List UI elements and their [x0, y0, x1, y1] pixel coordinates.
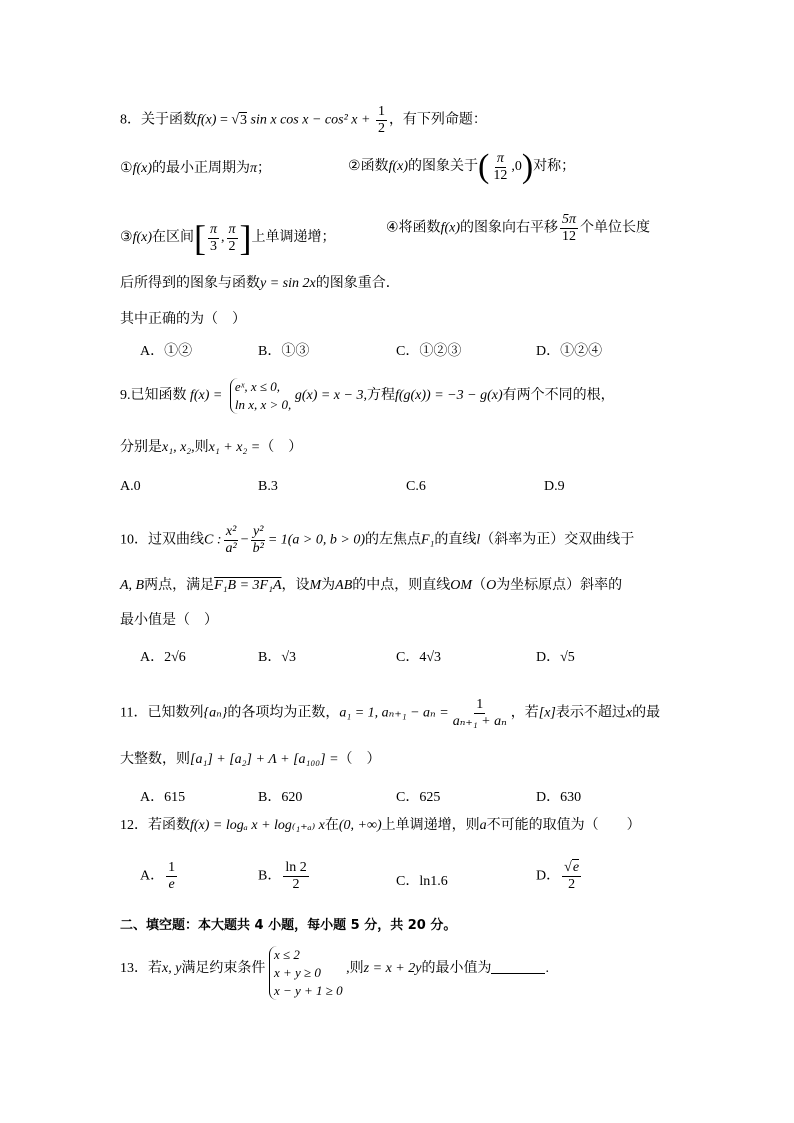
- q9-line1: [120, 378, 690, 414]
- q11-an: {aₙ}: [203, 705, 228, 721]
- q8-func: f(x): [197, 112, 217, 128]
- q12-f: f(x) = logₐ x + log₍₁₊ₐ₎ x: [190, 818, 325, 833]
- prop2-comma: ,0: [511, 159, 522, 175]
- prop1-func: f(x): [132, 161, 152, 176]
- q10-line1: [120, 524, 690, 557]
- q8-option-b[interactable]: B．①③: [258, 344, 310, 359]
- q8-cont: [120, 274, 690, 294]
- q12-mid: 在: [324, 818, 339, 833]
- q11-frac: $\frac{1}{\text{aₙ₊₁ + aₙ}}$: [452, 697, 507, 729]
- q12-line1: [120, 816, 690, 836]
- q10-frac-x: $\frac{\text{x²}}{\text{a²}}$: [225, 524, 237, 556]
- q13-c2: x + y ≥ 0: [273, 965, 321, 980]
- q10-AB: AB: [335, 578, 353, 593]
- q10-option-c[interactable]: C．4√3: [396, 650, 442, 665]
- q13-c3: x − y + 1 ≥ 0: [273, 983, 343, 998]
- q10-option-b[interactable]: B．√3: [258, 650, 297, 665]
- q8-eq: =: [219, 112, 228, 128]
- q12-lead: 12．若函数: [120, 818, 190, 833]
- q10-l2a: 两点，满足: [144, 578, 215, 593]
- prop1-end: ；: [257, 161, 272, 176]
- q10-options: [140, 648, 680, 668]
- q9-l2d: x₁ + x₂ =: [208, 440, 261, 455]
- q11-option-b[interactable]: B．620: [258, 790, 303, 805]
- q11-option-d[interactable]: D．630: [536, 790, 582, 805]
- q10-tail: （斜率为正）交双曲线于: [480, 532, 635, 548]
- q13-constraints: [269, 946, 343, 1000]
- q11-tail: 表示不超过: [555, 705, 626, 721]
- q8-sqrt3: 3: [240, 112, 248, 128]
- q11-option-a[interactable]: A．615: [140, 790, 186, 805]
- prop2-text: 函数: [360, 159, 389, 175]
- section-heading: 二、填空题：本大题共 4 小题，每小题 5 分，共 20 分。: [120, 918, 457, 933]
- q8-cont-func: y = sin 2x: [260, 276, 316, 291]
- q9-lead: 9.已知函数: [120, 388, 187, 404]
- q11-mid: 的各项均为正数，: [227, 705, 340, 721]
- q10-frac-y: $\frac{\text{y²}}{\text{b²}}$: [252, 524, 264, 556]
- q9-piecewise: [230, 378, 291, 414]
- q9-option-d[interactable]: D.9: [544, 479, 565, 494]
- q12-d-label: D．: [536, 868, 561, 884]
- q13-c1: x ≤ 2: [273, 947, 300, 962]
- q11-options: [140, 788, 680, 808]
- q8-question: 其中正确的为（ ）: [120, 312, 246, 327]
- q8-props-1-2: [120, 148, 690, 185]
- q12-options: [140, 860, 680, 904]
- prop2: ②函数f(x)的图象关于( $\frac{\pi}{12}$ ,0)对称；: [348, 148, 576, 185]
- prop1-text: 的最小正周期为: [152, 161, 250, 176]
- q10-vector-eq: F₁B = 3F₁A: [214, 578, 282, 593]
- q8-cont-end: 的图象重合．: [315, 276, 400, 291]
- q10-option-d[interactable]: D．√5: [536, 650, 575, 665]
- q13-answer-blank[interactable]: [491, 959, 545, 974]
- prop2-text2: 的图象关于: [408, 159, 478, 175]
- q11-line2: [120, 750, 690, 770]
- prop2-marker: ②: [348, 158, 361, 175]
- q10-mid: 的左焦点: [364, 532, 421, 548]
- prop4-frac: $\frac{5\pi}{12}$: [562, 212, 577, 244]
- q9-fang: 方程: [366, 388, 395, 404]
- q11-l2b: （ ）: [338, 752, 381, 767]
- prop4-marker: ④: [386, 219, 399, 236]
- q10-cond: = 1(a > 0, b > 0): [267, 532, 365, 548]
- q11-option-c[interactable]: C．625: [396, 790, 441, 805]
- q12-option-c[interactable]: C．ln1.6: [396, 874, 448, 889]
- q8-tail: ，有下列命题：: [388, 112, 487, 128]
- q9-l2b: x₁, x₂,: [162, 440, 195, 455]
- q11-l2a: 大整数，则: [120, 752, 190, 767]
- q10-l2f: 为坐标原点）斜率的: [496, 578, 623, 593]
- prop3-end: 上单调递增；: [251, 230, 336, 246]
- prop3-frac1: $\frac{\pi}{3}$: [210, 221, 218, 254]
- q12-a-frac: $\frac{1}{e}$: [168, 860, 176, 892]
- q10-line2: [120, 576, 690, 596]
- q11-line1: [120, 697, 690, 730]
- q10-mid2: 的直线: [434, 532, 477, 548]
- prop1-marker: ①: [120, 160, 133, 176]
- q11-rel: a₁ = 1, aₙ₊₁ − aₙ =: [339, 705, 449, 721]
- prop3-func: f(x): [132, 230, 152, 246]
- q13-mid2: ,则: [346, 961, 364, 977]
- q10-option-a[interactable]: A．2√6: [140, 650, 186, 665]
- q9-l2c: 则: [194, 440, 209, 455]
- q9-f: f(x) =: [190, 388, 223, 404]
- q10-lead: 10．过双曲线: [120, 532, 204, 548]
- q12-tail: 上单调递增，则: [381, 818, 480, 833]
- q9-option-a[interactable]: A.0: [120, 479, 141, 494]
- prop3-frac2: $\frac{\pi}{2}$: [228, 221, 236, 254]
- q12-interval: (0, +∞): [338, 818, 382, 833]
- q10-l2e: （: [472, 578, 487, 593]
- q13-tail: 的最小值为: [421, 961, 492, 977]
- q9-l2a: 分别是: [120, 440, 162, 455]
- q10-minus: −: [240, 532, 249, 548]
- q12-a: a: [479, 818, 487, 833]
- q9-options: [120, 477, 660, 497]
- q10-OM: OM: [450, 578, 473, 593]
- q11-x: x: [625, 705, 633, 721]
- prop4-text2: 的图象向右平移: [460, 220, 558, 236]
- q10-AB-points: A, B: [120, 578, 145, 593]
- q10-l: l: [476, 532, 481, 548]
- prop4-func: f(x): [440, 220, 460, 236]
- prop2-func: f(x): [388, 159, 408, 175]
- q10-l2d: 的中点，则直线: [352, 578, 451, 593]
- q10-l2c: 为: [321, 578, 336, 593]
- q8-cont-text: 后所得到的图象与函数: [120, 276, 260, 291]
- q11-bx: [x]: [538, 705, 556, 721]
- q8-options: [140, 342, 680, 362]
- prop1-pi: π: [250, 161, 258, 176]
- q10-M: M: [309, 578, 322, 593]
- q9-case2: ln x, x > 0,: [234, 397, 292, 412]
- q11-lead: 11．已知数列: [120, 705, 204, 721]
- q8-props-3-4: ③f(x)在区间[ $\frac{\pi}{3}$ , $\frac{\pi}{2}$ ]上单调递增； ④将函数f(x)的图象向右平移 $\frac{5\pi}{12}$ 个单位长度: [120, 212, 651, 258]
- q9-g: g(x) = x − 3,: [294, 388, 367, 404]
- q13-tail-wrap: [346, 961, 549, 976]
- q9-option-b[interactable]: B.3: [258, 479, 278, 494]
- q12-a-label: A．: [140, 868, 165, 884]
- q12-option-b[interactable]: [258, 860, 311, 893]
- q13-lead: 13．若: [120, 961, 162, 977]
- q11-tail2: 的最: [632, 705, 661, 721]
- q11-sum: [a₁] + [a₂] + Λ + [a₁₀₀] =: [190, 752, 339, 767]
- q8-expr: sin x cos x − cos² x +: [250, 112, 371, 128]
- q11-mid2: ，若: [510, 705, 539, 721]
- q12-option-d[interactable]: [536, 860, 583, 893]
- q9-l2e: （ ）: [260, 440, 303, 455]
- q13-line: [120, 946, 690, 1000]
- q12-b-label: B．: [258, 868, 282, 884]
- prop3-marker: ③: [120, 229, 133, 246]
- q8-option-c[interactable]: C．①②③: [396, 344, 462, 359]
- q10-l2b: ，设: [281, 578, 310, 593]
- q8-option-d[interactable]: D．①②④: [536, 344, 603, 359]
- q10-F1: F₁: [420, 532, 435, 548]
- q9-option-c[interactable]: C.6: [406, 479, 426, 494]
- q12-b-frac: $\frac{\ln 2}{2}$: [285, 860, 307, 892]
- q8-half: $\frac{1}{2}$: [377, 104, 385, 136]
- q9-line2: [120, 438, 690, 458]
- q8-option-a[interactable]: A．①②: [140, 344, 193, 359]
- q9-tail: 有两个不同的根，: [502, 388, 615, 404]
- q12-tail2: 不可能的取值为（ ）: [486, 818, 641, 833]
- q10-O: O: [486, 578, 497, 593]
- prop4-text: 将函数: [398, 220, 441, 236]
- q13-end: .: [545, 961, 549, 977]
- q8-lead: 8．关于函数: [120, 112, 197, 128]
- q13-lead-wrap: [120, 961, 269, 976]
- q12-option-a[interactable]: [140, 860, 179, 893]
- q13-xy: x, y: [162, 961, 182, 977]
- q9-eq: f(g(x)) = −3 − g(x): [394, 388, 503, 404]
- q13-mid: 满足约束条件: [181, 961, 266, 977]
- q13-z: z = x + 2y: [363, 961, 422, 977]
- prop2-end: 对称；: [533, 159, 576, 175]
- q12-d-frac: $\frac{√e}{2}$: [564, 860, 580, 892]
- q10-C: C :: [204, 532, 222, 548]
- prop4: [386, 212, 650, 245]
- prop3-text: 在区间: [152, 230, 194, 246]
- q8-line1: 8．关于函数f(x) = √3 sin x cos x − cos² x + $\frac{1}{2}$ ，有下列命题：: [120, 104, 487, 136]
- prop2-frac: $\frac{\pi}{12}$: [493, 150, 508, 183]
- q10-line3: 最小值是（ ）: [120, 613, 218, 628]
- q9-case1: eˣ, x ≤ 0,: [234, 379, 280, 394]
- prop4-end: 个单位长度: [580, 220, 651, 236]
